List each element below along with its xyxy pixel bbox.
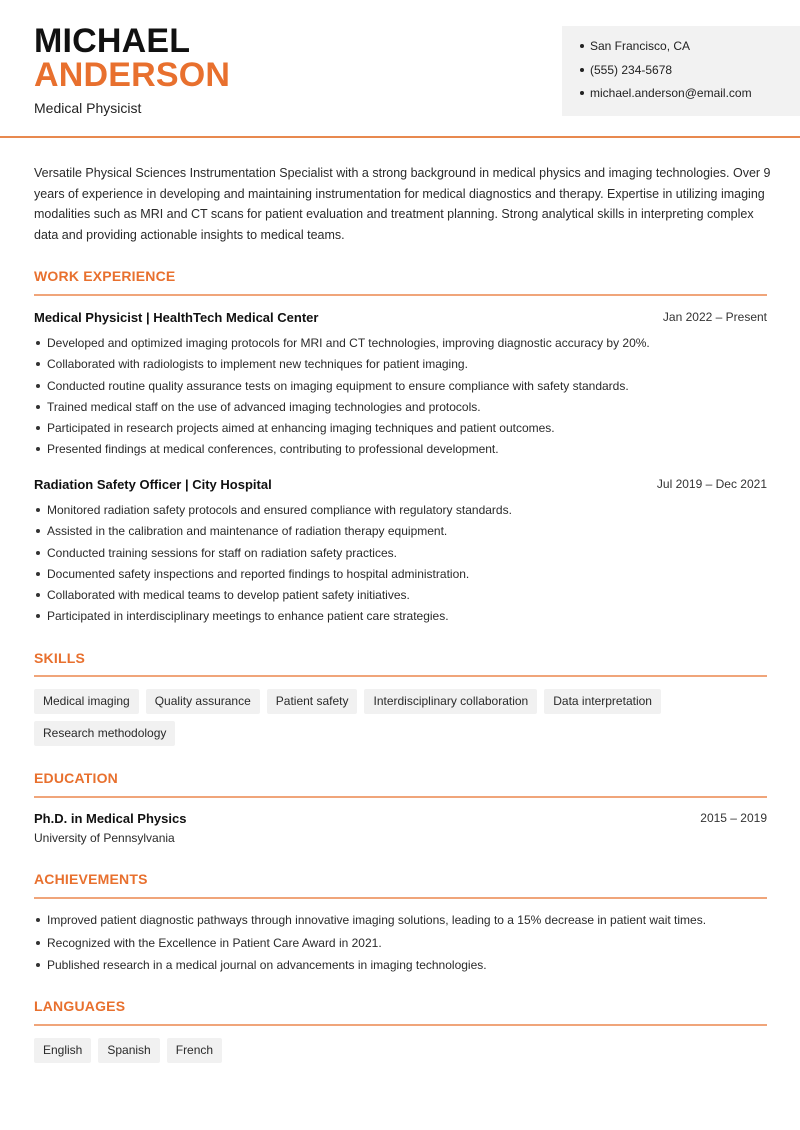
- section-title-languages: LANGUAGES: [34, 998, 126, 1014]
- list-item: Recognized with the Excellence in Patient Care Award in 2021.: [34, 934, 767, 957]
- job-title: Medical Physicist: [34, 100, 142, 116]
- contact-phone: (555) 234-5678: [580, 61, 800, 85]
- skill-tag: Patient safety: [267, 689, 358, 714]
- section-title-achievements: ACHIEVEMENTS: [34, 871, 148, 887]
- job-bullets: [34, 334, 767, 462]
- section-divider: [34, 796, 767, 798]
- list-item: Improved patient diagnostic pathways through innovative imaging solutions, leading to a 15% decrease in patient wait times.: [34, 911, 767, 934]
- contact-list: [580, 37, 800, 108]
- skill-tag: Medical imaging: [34, 689, 139, 714]
- contact-box: [562, 26, 800, 116]
- section-divider: [34, 675, 767, 677]
- job-dates: Jul 2019 – Dec 2021: [656, 477, 767, 491]
- achievement-bullets: [34, 911, 767, 979]
- section-divider: [34, 897, 767, 899]
- list-item: Participated in interdisciplinary meetings to enhance patient care strategies.: [34, 607, 767, 628]
- summary-paragraph: Versatile Physical Sciences Instrumentation Specialist with a strong background in medical physics and imaging technologies. Over 9 years of experience in developing and maintaining instrumentation for medical diagnostics and therapy. Expertise in utilizing imaging modalities such as MRI and CT scans for patient evaluation and treatment planning. Strong analytical skills in interpreting complex data and providing actionable insights to medical teams.: [34, 166, 771, 243]
- list-item: Conducted routine quality assurance tests on imaging equipment to ensure compliance with safety standards.: [34, 377, 767, 398]
- last-name: ANDERSON: [34, 56, 231, 94]
- list-item: Collaborated with medical teams to develop patient safety initiatives.: [34, 586, 767, 607]
- education-degree: Ph.D. in Medical Physics: [34, 811, 187, 826]
- skill-tag: Data interpretation: [544, 689, 661, 714]
- list-item: Monitored radiation safety protocols and ensured compliance with regulatory standards.: [34, 501, 767, 522]
- list-item: Participated in research projects aimed at enhancing imaging techniques and patient outcomes.: [34, 419, 767, 440]
- section-divider: [34, 1024, 767, 1026]
- list-item: Published research in a medical journal on advancements in imaging technologies.: [34, 956, 767, 979]
- list-item: Developed and optimized imaging protocols for MRI and CT technologies, improving diagnostic accuracy by 20%.: [34, 334, 767, 355]
- job-heading: Radiation Safety Officer | City Hospital: [34, 477, 272, 492]
- list-item: Collaborated with radiologists to implement new techniques for patient imaging.: [34, 355, 767, 376]
- contact-location: San Francisco, CA: [580, 37, 800, 61]
- section-divider: [34, 294, 767, 296]
- language-tag: Spanish: [98, 1038, 159, 1063]
- language-tag: English: [34, 1038, 91, 1063]
- education-school: University of Pennsylvania: [34, 831, 175, 845]
- section-title-skills: SKILLS: [34, 650, 85, 666]
- skills-tags: [34, 689, 774, 753]
- job-heading: Medical Physicist | HealthTech Medical Center: [34, 310, 319, 325]
- contact-email: michael.anderson@email.com: [580, 84, 800, 108]
- list-item: Assisted in the calibration and maintenance of radiation therapy equipment.: [34, 522, 767, 543]
- list-item: Conducted training sessions for staff on radiation safety practices.: [34, 544, 767, 565]
- language-tags: [34, 1038, 774, 1070]
- list-item: Documented safety inspections and reported findings to hospital administration.: [34, 565, 767, 586]
- job-dates: Jan 2022 – Present: [662, 310, 767, 324]
- section-title-work: WORK EXPERIENCE: [34, 268, 176, 284]
- job-bullets: [34, 501, 767, 629]
- list-item: Presented findings at medical conferences, contributing to professional development.: [34, 440, 767, 461]
- section-title-education: EDUCATION: [34, 770, 118, 786]
- skill-tag: Interdisciplinary collaboration: [364, 689, 537, 714]
- language-tag: French: [167, 1038, 222, 1063]
- skill-tag: Research methodology: [34, 721, 175, 746]
- first-name: MICHAEL: [34, 22, 191, 60]
- list-item: Trained medical staff on the use of advanced imaging technologies and protocols.: [34, 398, 767, 419]
- education-dates: 2015 – 2019: [700, 811, 767, 825]
- resume-header: [0, 0, 800, 138]
- skill-tag: Quality assurance: [146, 689, 260, 714]
